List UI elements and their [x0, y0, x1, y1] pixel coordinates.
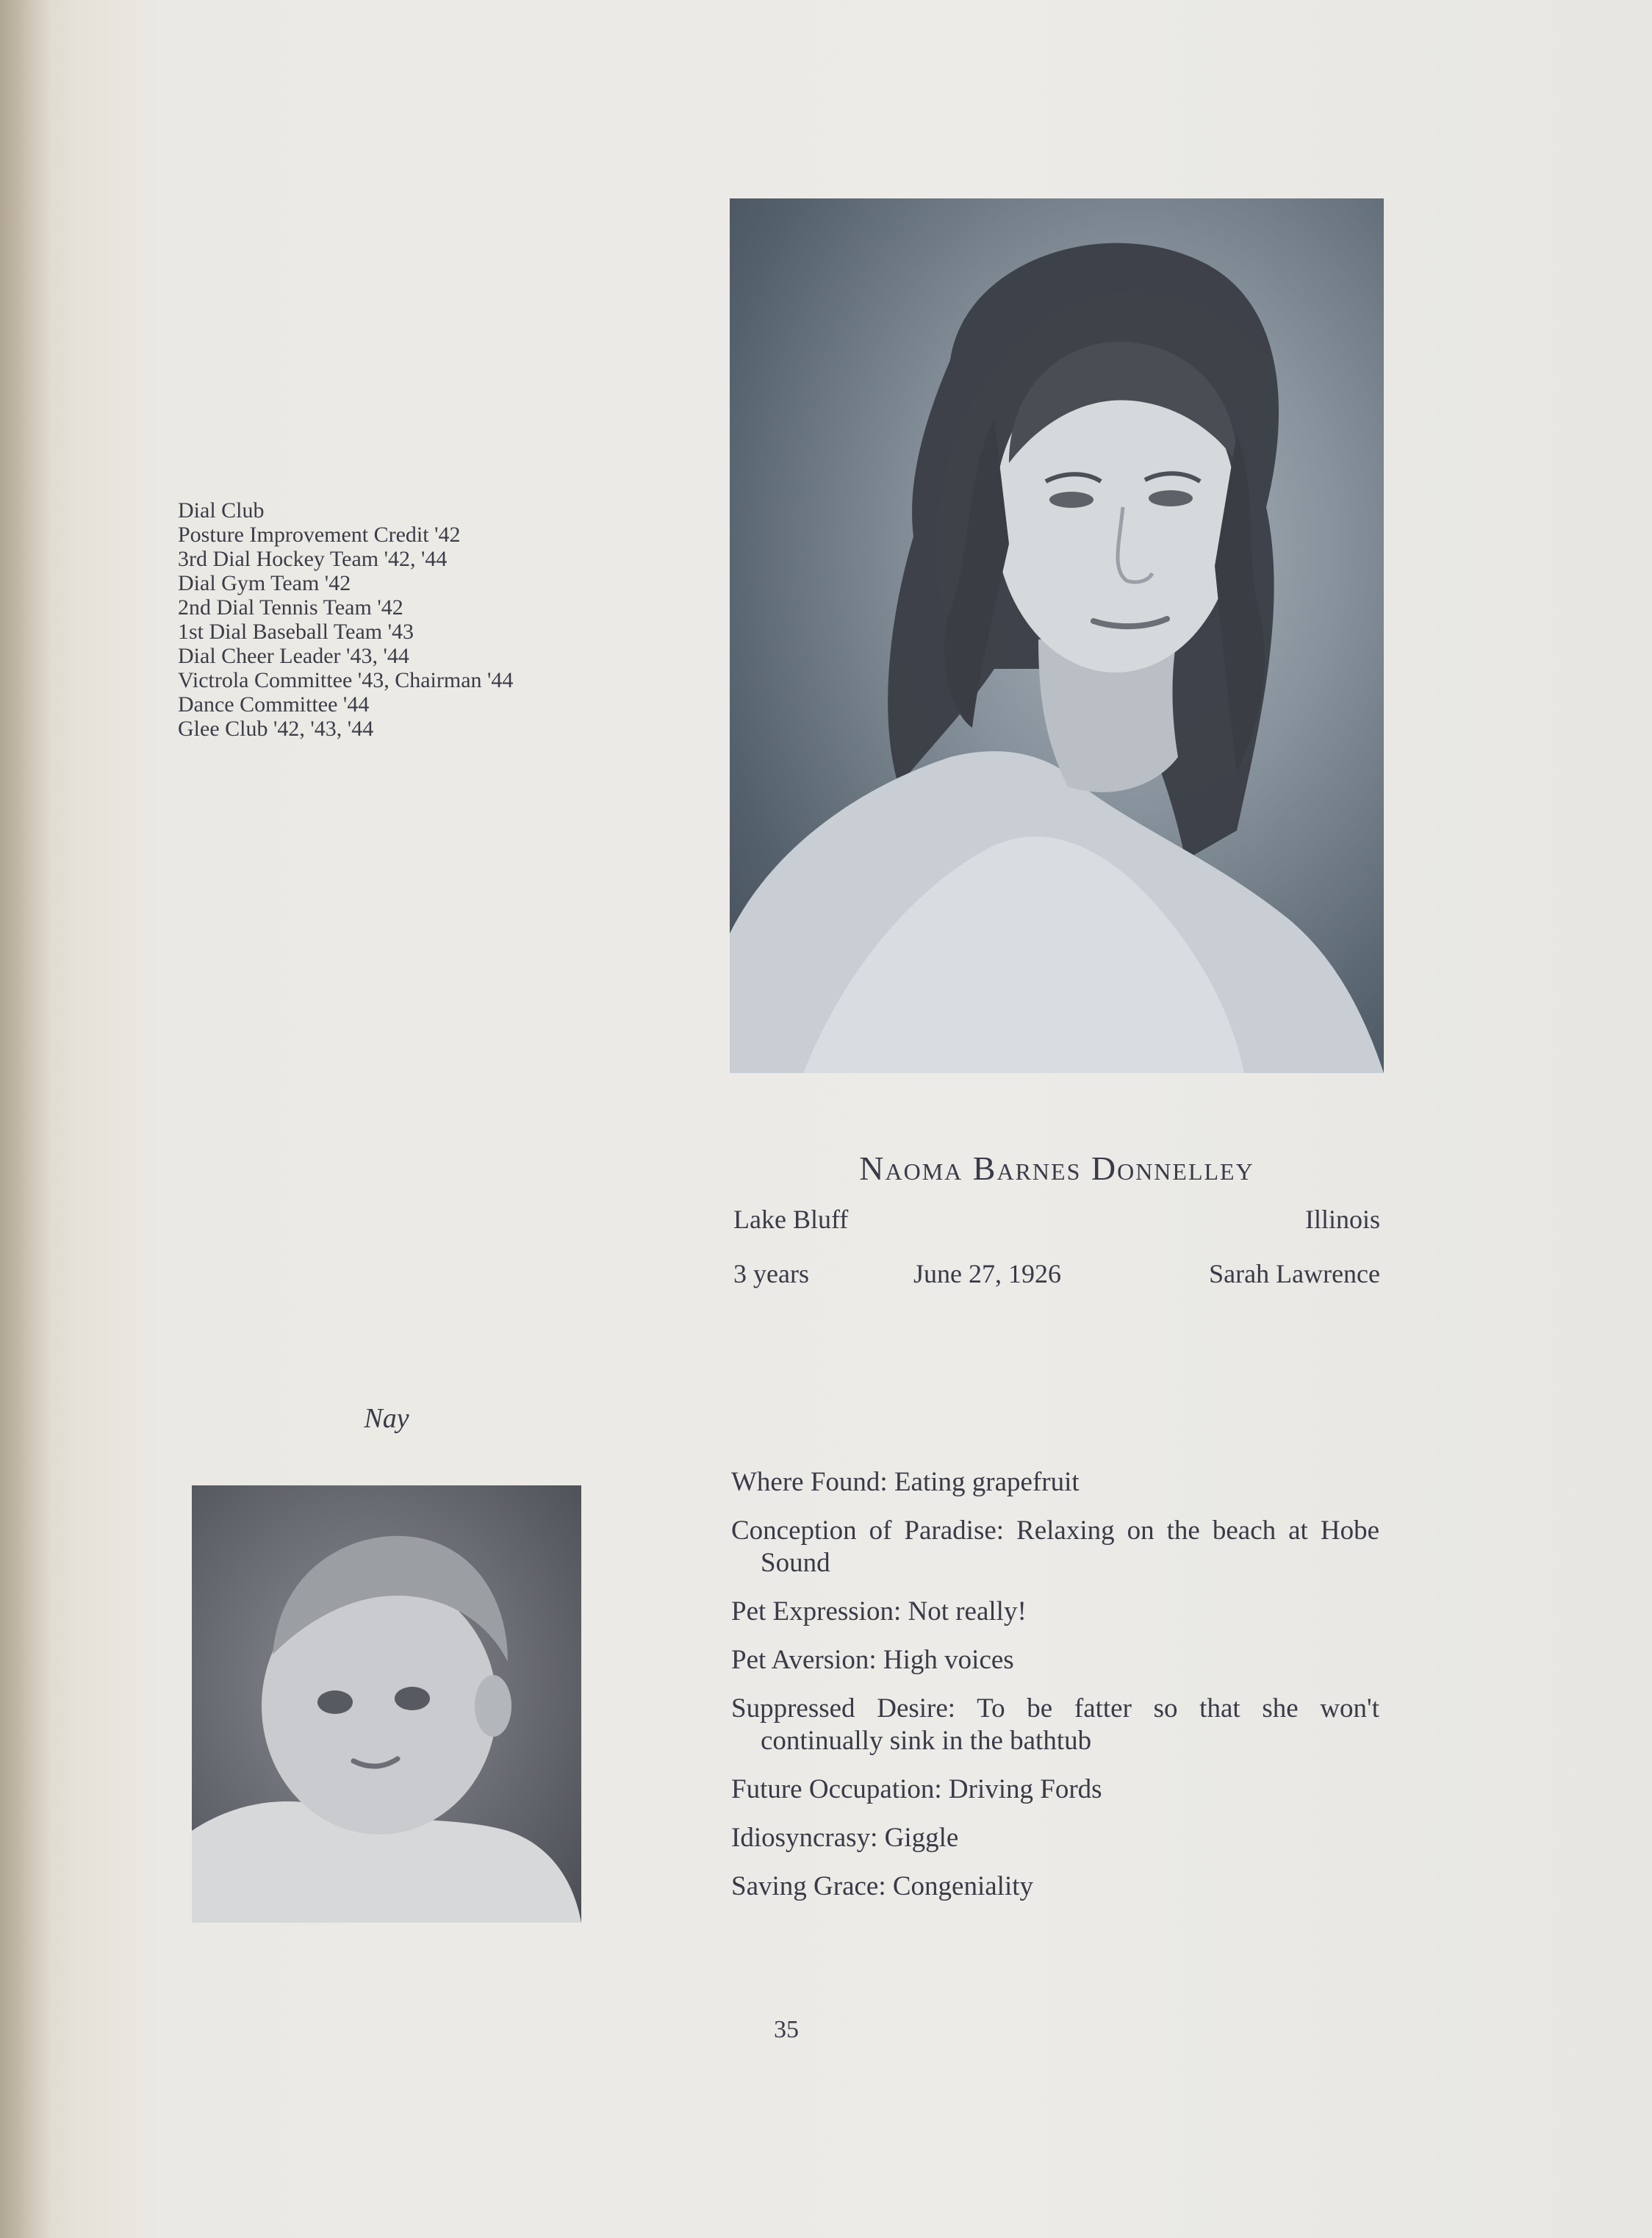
student-nickname: Nay — [364, 1403, 409, 1434]
activity-item: 3rd Dial Hockey Team '42, '44 — [178, 547, 448, 571]
activity-item: Dance Committee '44 — [178, 692, 370, 717]
activity-item: Glee Club '42, '43, '44 — [178, 717, 374, 741]
profile-conception-of-paradise: Conception of Paradise: Relaxing on the beach at Hobe Sound — [731, 1516, 1379, 1578]
college-name: Sarah Lawrence — [1209, 1259, 1380, 1288]
activity-item: Posture Improvement Credit '42 — [178, 523, 461, 547]
senior-portrait-photo — [730, 198, 1384, 1073]
hometown-town: Lake Bluff — [733, 1205, 849, 1234]
activity-item: Dial Gym Team '42 — [178, 571, 351, 595]
activity-item: 1st Dial Baseball Team '43 — [178, 620, 414, 644]
profile-future-occupation: Future Occupation: Driving Fords — [731, 1774, 1102, 1804]
hometown-state: Illinois — [1304, 1205, 1380, 1234]
activity-item: Dial Club — [178, 498, 265, 523]
profile-where-found: Where Found: Eating grapefruit — [731, 1467, 1080, 1497]
profile-pet-aversion: Pet Aversion: High voices — [731, 1645, 1014, 1675]
years-attended: 3 years — [733, 1259, 809, 1288]
page-number: 35 — [774, 2016, 799, 2043]
portrait-illustration — [730, 198, 1384, 1073]
birth-date: June 27, 1926 — [913, 1259, 1061, 1288]
activity-item: 2nd Dial Tennis Team '42 — [178, 595, 403, 620]
profile-suppressed-desire: Suppressed Desire: To be fatter so that she won't continually sink in the bathtub — [731, 1693, 1379, 1756]
profile-saving-grace: Saving Grace: Congeniality — [731, 1871, 1034, 1901]
profile-list — [731, 1466, 1379, 1919]
activity-item: Victrola Committee '43, Chairman '44 — [178, 668, 514, 692]
book-spine-shadow — [0, 0, 51, 2238]
baby-photo — [192, 1485, 581, 1923]
activity-item: Dial Cheer Leader '43, '44 — [178, 644, 409, 668]
baby-illustration — [192, 1485, 581, 1923]
activities-list — [178, 498, 619, 741]
profile-pet-expression: Pet Expression: Not really! — [731, 1596, 1027, 1627]
student-name: Naoma Barnes Donnelley — [859, 1150, 1254, 1187]
profile-idiosyncrasy: Idiosyncrasy: Giggle — [731, 1823, 959, 1853]
